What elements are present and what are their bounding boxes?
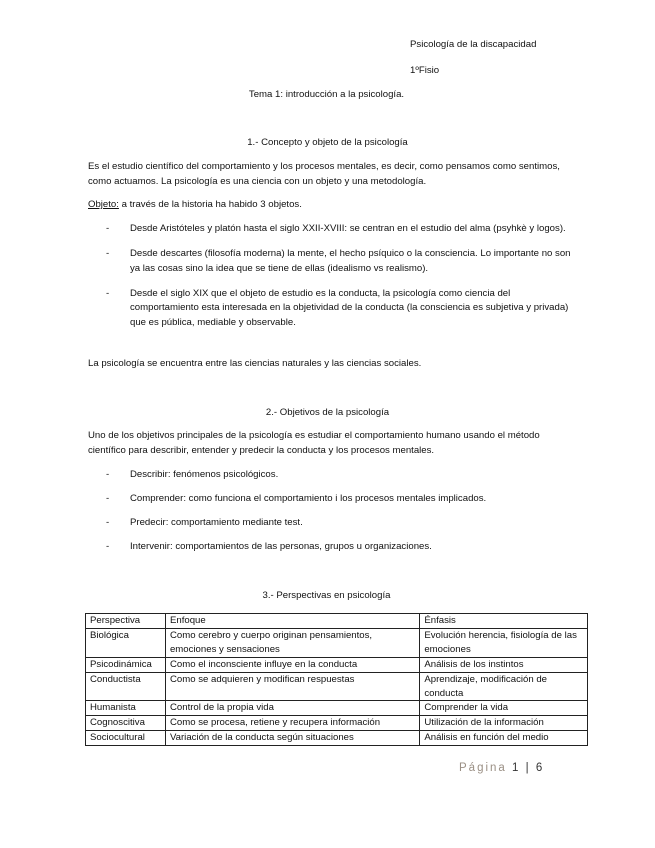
list-item-text: Desde descartes (filosofía moderna) la mente, el hecho psíquico o la consciencia. Lo importante no son ya las cosas sino la idea que se tiene de ellas (idealismo vs realismo). — [130, 247, 571, 274]
list-item — [88, 247, 572, 277]
section1-closing: La psicología se encuentra entre las ciencias naturales y las ciencias sociales. — [88, 358, 422, 369]
table-header-cell: Perspectiva — [86, 614, 166, 629]
list-item — [88, 222, 572, 237]
topic-title: Tema 1: introducción a la psicología. — [248, 89, 405, 100]
list-item — [88, 516, 572, 531]
table-cell: Comprender la vida — [420, 701, 588, 716]
object-paragraph — [88, 198, 572, 213]
table-row — [86, 672, 588, 701]
table-cell: Como cerebro y cuerpo originan pensamientos, emociones y sensaciones — [165, 628, 419, 657]
page-footer — [459, 760, 544, 778]
table-header-row — [86, 614, 588, 629]
table-cell: Psicodinámica — [86, 657, 166, 672]
section2-title: 2.- Objetivos de la psicología — [265, 407, 390, 418]
section1-bullet-list — [88, 222, 572, 331]
list-item-text: Desde el siglo XIX que el objeto de estudio es la conducta, la psicología como ciencia del comportamiento esta interesada en la objetividad de la conducta (la consciencia es subjetiva y privada) que es pública, mediable y observable. — [130, 287, 569, 329]
table-cell: Aprendizaje, modificación de conducta — [420, 672, 588, 701]
table-cell: Cognoscitiva — [86, 716, 166, 731]
header-course: 1ºFisio — [410, 65, 440, 76]
table-cell: Biológica — [86, 628, 166, 657]
table-cell: Como el inconsciente influye en la conducta — [165, 657, 419, 672]
table-cell: Utilización de la información — [420, 716, 588, 731]
header-subject: Psicología de la discapacidad — [410, 39, 537, 50]
object-label: Objeto: — [88, 199, 119, 210]
list-item-text: Describir: fenómenos psicológicos. — [130, 469, 279, 480]
page-word: Página — [459, 762, 507, 774]
dash-bullet-icon: - — [106, 287, 110, 299]
list-item-text: Predecir: comportamiento mediante test. — [130, 516, 303, 528]
table-cell: Como se adquieren y modifican respuestas — [165, 672, 419, 701]
table-cell: Humanista — [86, 701, 166, 716]
table-cell: Variación de la conducta según situaciones — [165, 731, 419, 746]
table-cell: Como se procesa, retiene y recupera información — [165, 716, 419, 731]
list-item-text: Intervenir: comportamientos de las personas, grupos u organizaciones. — [130, 540, 432, 552]
table-cell: Conductista — [86, 672, 166, 701]
table-header-cell: Énfasis — [420, 614, 588, 629]
dash-bullet-icon: - — [106, 223, 110, 234]
object-text: a través de la historia ha habido 3 objetos. — [118, 199, 302, 210]
table-header-cell: Enfoque — [165, 614, 419, 629]
table-cell: Análisis en función del medio — [420, 731, 588, 746]
list-item — [88, 287, 572, 332]
table-row — [86, 628, 588, 657]
page-separator: | — [525, 762, 531, 774]
section2-intro: Uno de los objetivos principales de la psicología es estudiar el comportamiento humano usando el método científico para describir, entender y predecir la conducta y los procesos mentales. — [88, 430, 540, 456]
dash-bullet-icon: - — [106, 516, 110, 528]
dash-bullet-icon: - — [106, 247, 110, 259]
list-item — [88, 468, 572, 483]
page-number: 1 — [512, 762, 521, 774]
section1-intro: Es el estudio científico del comportamiento y los procesos mentales, es decir, como pensamos como sentimos, como actuamos. La psicología es una ciencia con un objeto y una metodología. — [88, 161, 560, 187]
section1-title: 1.- Concepto y objeto de la psicología — [247, 137, 408, 148]
list-item — [88, 492, 572, 507]
total-pages: 6 — [535, 762, 545, 774]
table-cell: Control de la propia vida — [165, 701, 419, 716]
table-cell: Análisis de los instintos — [420, 657, 588, 672]
table-row — [86, 716, 588, 731]
list-item — [88, 540, 572, 555]
list-item-text: Comprender: como funciona el comportamiento i los procesos mentales implicados. — [130, 492, 487, 504]
dash-bullet-icon: - — [106, 492, 110, 504]
table-cell: Evolución herencia, fisiología de las emociones — [420, 628, 588, 657]
table-row — [86, 657, 588, 672]
dash-bullet-icon: - — [106, 540, 110, 552]
perspectives-table — [85, 613, 588, 746]
table-cell: Sociocultural — [86, 731, 166, 746]
section3-title: 3.- Perspectivas en psicología — [262, 590, 391, 601]
section2-bullet-list — [88, 468, 572, 554]
table-row — [86, 731, 588, 746]
list-item-text: Desde Aristóteles y platón hasta el siglo XXII-XVIII: se centran en el estudio del alma (psyhkè y logos). — [130, 223, 566, 234]
table-row — [86, 701, 588, 716]
dash-bullet-icon: - — [106, 469, 110, 480]
